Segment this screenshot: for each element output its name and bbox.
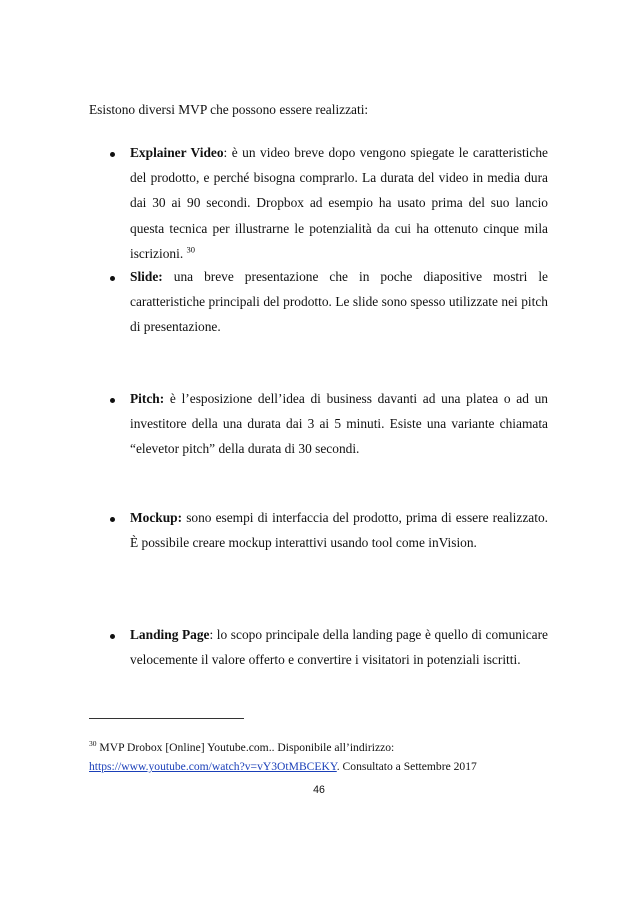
list-item-slide [100, 264, 560, 340]
list-item-label: Explainer Video [130, 145, 224, 160]
footnote-number: 30 [89, 739, 97, 749]
list-item-label: Slide: [130, 269, 163, 284]
list-item-mockup [100, 505, 560, 555]
list-item-landing-page [100, 622, 560, 672]
list-item-text [130, 505, 548, 555]
list-item-text [130, 386, 548, 462]
footnote-reference[interactable]: 30 [186, 244, 196, 255]
footnote-after: . Consultato a Settembre 2017 [336, 760, 477, 773]
list-item-label: Mockup: [130, 510, 183, 525]
list-item-body: sono esempi di interfaccia del prodotto, prima di essere realizzato. È possibile creare mockup interattivi usando tool come inVision. [130, 510, 548, 551]
list-item-label: Pitch: [130, 391, 165, 406]
bullet-dot-icon [110, 276, 115, 281]
list-item-explainer-video [100, 140, 560, 266]
page-number: 46 [313, 784, 325, 796]
footnote-divider [89, 718, 244, 719]
bullet-dot-icon [110, 152, 115, 157]
bullet-dot-icon [110, 398, 115, 403]
list-item-body: : è un video breve dopo vengono spiegate le caratteristiche del prodotto, e perché bisogna comprarlo. La durata del video in media dura dai 30 ai 90 secondi. Dropbox ad esempio ha usato prima del suo lancio questa tecnica per illustrarne le potenzialità da cui ha ottenuto cinque mila iscrizioni. [130, 145, 548, 261]
footnote-text: MVP Drobox [Online] Youtube.com.. Disponibile all’indirizzo: [99, 741, 395, 754]
list-item-pitch [100, 386, 560, 462]
bullet-dot-icon [110, 634, 115, 639]
list-item-text [130, 140, 548, 266]
list-item-label: Landing Page [130, 627, 210, 642]
bullet-dot-icon [110, 517, 115, 522]
intro-paragraph: Esistono diversi MVP che possono essere realizzati: [89, 102, 369, 117]
list-item-body: una breve presentazione che in poche diapositive mostri le caratteristiche principali del prodotto. Le slide sono spesso utilizzate nei pitch di presentazione. [130, 269, 548, 335]
list-item-text [130, 264, 548, 340]
list-item-body: : lo scopo principale della landing page è quello di comunicare velocemente il valore offerto e convertire i visitatori in potenziali iscritti. [130, 627, 548, 668]
footnote-link[interactable]: https://www.youtube.com/watch?v=vY3OtMBCEKY [89, 760, 337, 773]
list-item-body: è l’esposizione dell’idea di business davanti ad una platea o ad un investitore della una durata dai 3 ai 5 minuti. Esiste una variante chiamata “elevetor pitch” della durata di 30 secondi. [130, 391, 548, 457]
list-item-text [130, 622, 548, 672]
footnote [89, 738, 559, 776]
